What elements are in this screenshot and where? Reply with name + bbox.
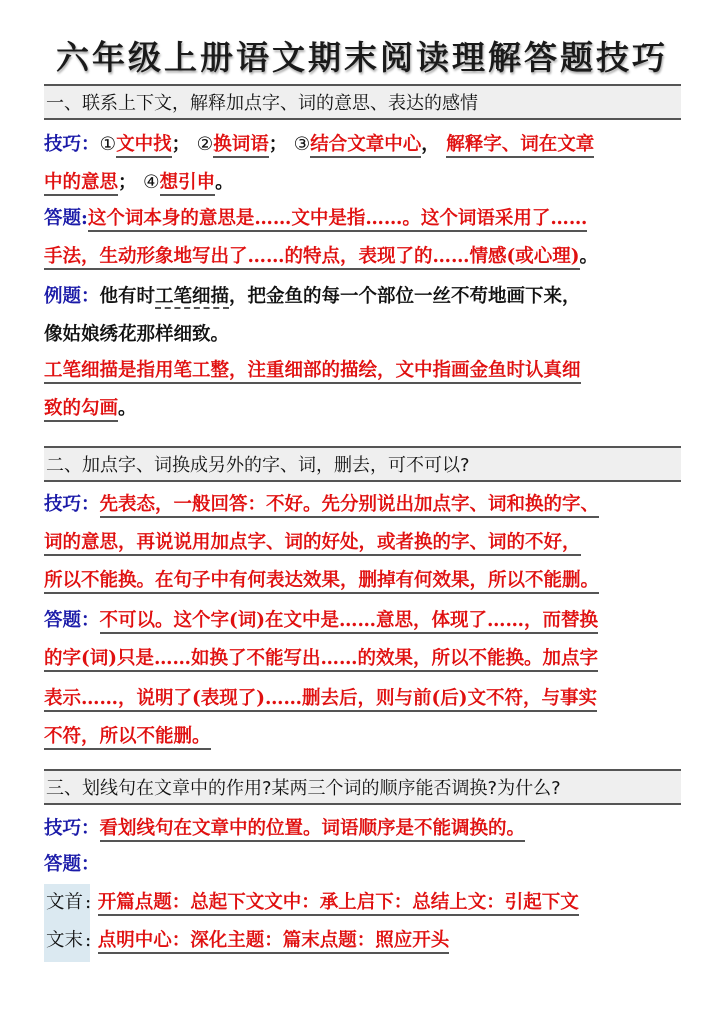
section-1-example-answer-line-1: 工笔细描是指用笔工整，注重细部的描绘，文中指画金鱼时认真细 [44,352,684,390]
row-label: 文末 [44,922,85,960]
section-3-tip-line: 技巧：看划线句在文章中的位置。词语顺序是不能调换的。 [44,810,684,848]
page-title: 六年级上册语文期末阅读理解答题技巧 [56,38,668,77]
answer-label: 答题： [44,610,100,631]
row-label: 文首 [44,884,85,922]
section-3-heading: 三、划线句在文章中的作用?某两三个词的顺序能否调换?为什么? [44,769,681,805]
section-2-tip-line-1: 技巧：先表态，一般回答：不好。先分别说出加点字、词和换的字、 [44,486,684,524]
section-3-row-end: 文末 : 点明中心：深化主题：篇末点题：照应开头 [44,922,684,960]
section-2-answer-line-4: 不符，所以不能删。 [44,718,684,756]
section-2-tip-line-3: 所以不能换。在句子中有何表达效果，删掉有何效果，所以不能删。 [44,562,684,600]
answer-label: 答题: [44,208,88,229]
example-label: 例题： [44,286,100,307]
section-1-answer-line-1: 答题:这个词本身的意思是……文中是指……。这个词语采用了…… [44,200,684,238]
tip-label: 技巧： [44,494,100,515]
section-1-example-answer-line-2: 致的勾画。 [44,390,684,428]
section-3-row-start: 文首 : 开篇点题：总起下文文中：承上启下：总结上文：引起下文 [44,884,684,922]
tip-label: 技巧： [44,134,100,155]
section-2-answer-line-2: 的字(词)只是……如换了不能写出……的效果，所以不能换。加点字 [44,640,684,678]
section-1-answer-line-2: 手法，生动形象地写出了……的特点，表现了的……情感(或心理)。 [44,238,684,276]
section-1-tip-line-2: 中的意思； ④想引申。 [44,164,684,202]
section-1-example-line-2: 像姑娘绣花那样细致。 [44,324,230,345]
section-2-answer-line-3: 表示……，说明了(表现了)……删去后，则与前(后)文不符，与事实 [44,680,684,718]
section-1-heading: 一、联系上下文，解释加点字、词的意思、表达的感情 [44,84,681,120]
dotted-term: 工笔细描 [155,286,230,307]
answer-label: 答题： [44,854,100,875]
section-1-example-line-1: 例题：他有时工笔细描，把金鱼的每一个部位一丝不苟地画下来， [44,286,581,307]
section-3-answer-label-line [44,846,684,884]
tip-label: 技巧： [44,818,100,839]
section-2-answer-line-1: 答题：不可以。这个字(词)在文中是……意思，体现了……，而替换 [44,602,684,640]
section-2-heading: 二、加点字、词换成另外的字、词，删去，可不可以? [44,446,681,482]
section-1-tip-line-1: 技巧：①文中找； ②换词语； ③结合文章中心， 解释字、词在文章 [44,126,684,164]
section-2-tip-line-2: 词的意思，再说说用加点字、词的好处，或者换的字、词的不好， [44,524,684,562]
